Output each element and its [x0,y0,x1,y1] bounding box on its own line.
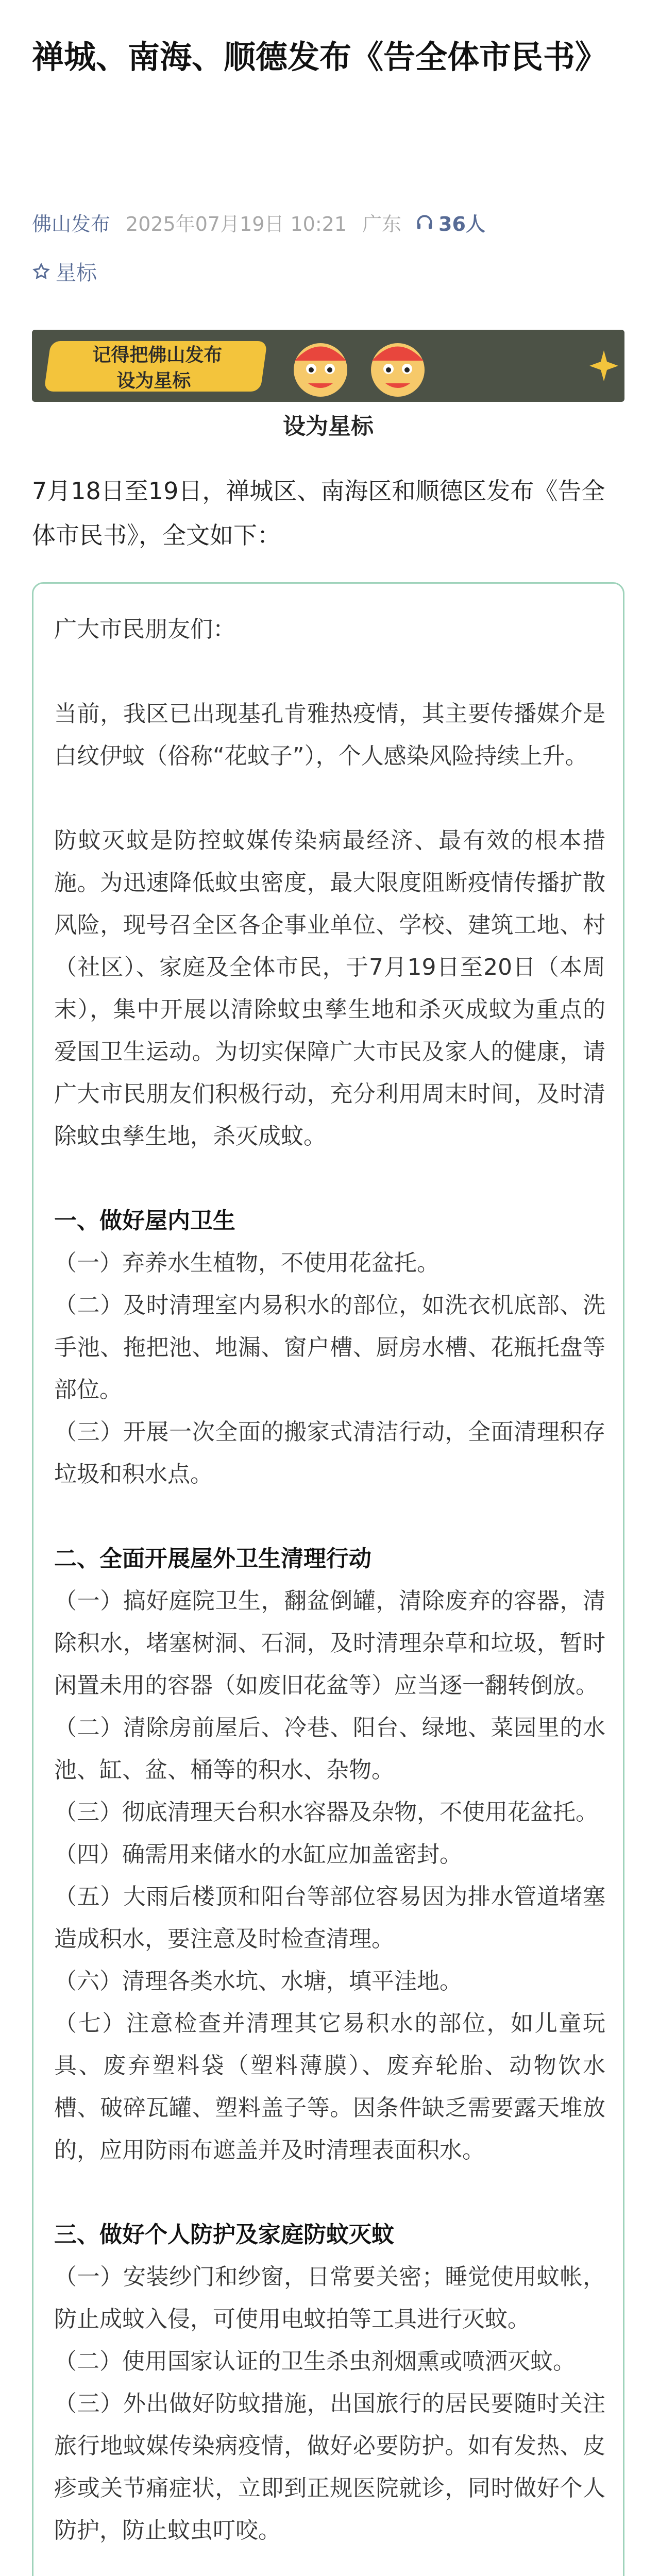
section-heading: 三、做好个人防护及家庭防蚊灭蚊 [54,2222,394,2248]
letter-frame [32,582,624,2576]
banner-tag-line2: 设为星标 [116,370,191,392]
listen-button[interactable] [415,208,485,236]
publish-date: 2025年07月19日 10:21 [126,213,347,235]
letter-paragraph: 当前，我区已出现基孔肯雅热疫情，其主要传播媒介是白纹伊蚊（俗称“花蚊子”），个人感染风险持续上升。 [54,701,605,769]
intro-paragraph: 7月18日至19日，禅城区、南海区和顺德区发布《告全体市民书》，全文如下： [32,477,605,549]
list-item: （一）安装纱门和纱窗，日常要关密；睡觉使用蚊帐，防止成蚊入侵，可使用电蚊拍等工具进行灭蚊。 [54,2264,605,2332]
letter-greeting: 广大市民朋友们： [54,616,235,642]
lion-dance-mascots-icon [274,330,444,402]
section-heading: 二、全面开展屋外卫生清理行动 [54,1546,371,1572]
publish-location: 广东 [362,213,402,235]
list-item: （二）及时清理室内易积水的部位，如洗衣机底部、洗手池、拖把池、地漏、窗户槽、厨房水槽、花瓶托盘等部位。 [54,1292,605,1403]
account-name-link[interactable]: 佛山发布 [32,213,111,235]
list-item: （三）外出做好防蚊措施，出国旅行的居民要随时关注旅行地蚊媒传染病疫情，做好必要防护。如有发热、皮疹或关节痛症状，立即到正规医院就诊，同时做好个人防护，防止蚊虫叮咬。 [54,2391,605,2544]
list-item: （六）清理各类水坑、水塘，填平洼地。 [54,1968,462,1994]
headphones-icon [415,213,434,232]
banner-tag [44,341,267,392]
star-button[interactable] [32,257,97,286]
list-item: （三）开展一次全面的搬家式清洁行动，全面清理积存垃圾和积水点。 [54,1419,605,1487]
banner-caption: 设为星标 [283,413,374,439]
banner-tag-line1: 记得把佛山发布 [92,345,223,366]
list-item: （二）使用国家认证的卫生杀虫剂烟熏或喷洒灭蚊。 [54,2348,576,2375]
star-reminder-banner [32,330,624,402]
article-meta [32,208,485,236]
sparkle-icon [588,330,619,402]
article-title: 禅城、南海、顺德发布《告全体市民书》 [32,38,607,76]
list-item: （四）确需用来储水的水缸应加盖密封。 [54,1841,462,1868]
list-item: （七）注意检查并清理其它易积水的部位，如儿童玩具、废弃塑料袋（塑料薄膜）、废弃轮胎、动物饮水槽、破碎瓦罐、塑料盖子等。因条件缺乏需要露天堆放的，应用防雨布遮盖并及时清理表面积水。 [54,2010,605,2163]
star-label: 星标 [56,261,97,285]
letter-body [54,608,605,2576]
letter-paragraph: 防蚊灭蚊是防控蚊媒传染病最经济、最有效的根本措施。为迅速降低蚊虫密度，最大限度阻断疫情传播扩散风险，现号召全区各企事业单位、学校、建筑工地、村（社区）、家庭及全体市民，于7月19日至20日（本周末），集中开展以清除蚊虫孳生地和杀灭成蚊为重点的爱国卫生运动。为切实保障广大市民及家人的健康，请广大市民朋友们积极行动，充分利用周末时间，及时清除蚊虫孳生地，杀灭成蚊。 [54,827,605,1149]
list-item: （三）彻底清理天台积水容器及杂物，不使用花盆托。 [54,1799,598,1825]
list-item: （二）清除房前屋后、冷巷、阳台、绿地、菜园里的水池、缸、盆、桶等的积水、杂物。 [54,1715,605,1783]
listener-count: 36人 [438,213,485,235]
star-outline-icon [32,262,50,281]
list-item: （一）搞好庭院卫生，翻盆倒罐，清除废弃的容器，清除积水，堵塞树洞、石洞，及时清理杂草和垃圾，暂时闲置未用的容器（如废旧花盆等）应当逐一翻转倒放。 [54,1588,605,1699]
section-heading: 一、做好屋内卫生 [54,1208,235,1234]
list-item: （五）大雨后楼顶和阳台等部位容易因为排水管道堵塞造成积水，要注意及时检查清理。 [54,1884,605,1952]
list-item: （一）弃养水生植物，不使用花盆托。 [54,1250,440,1276]
